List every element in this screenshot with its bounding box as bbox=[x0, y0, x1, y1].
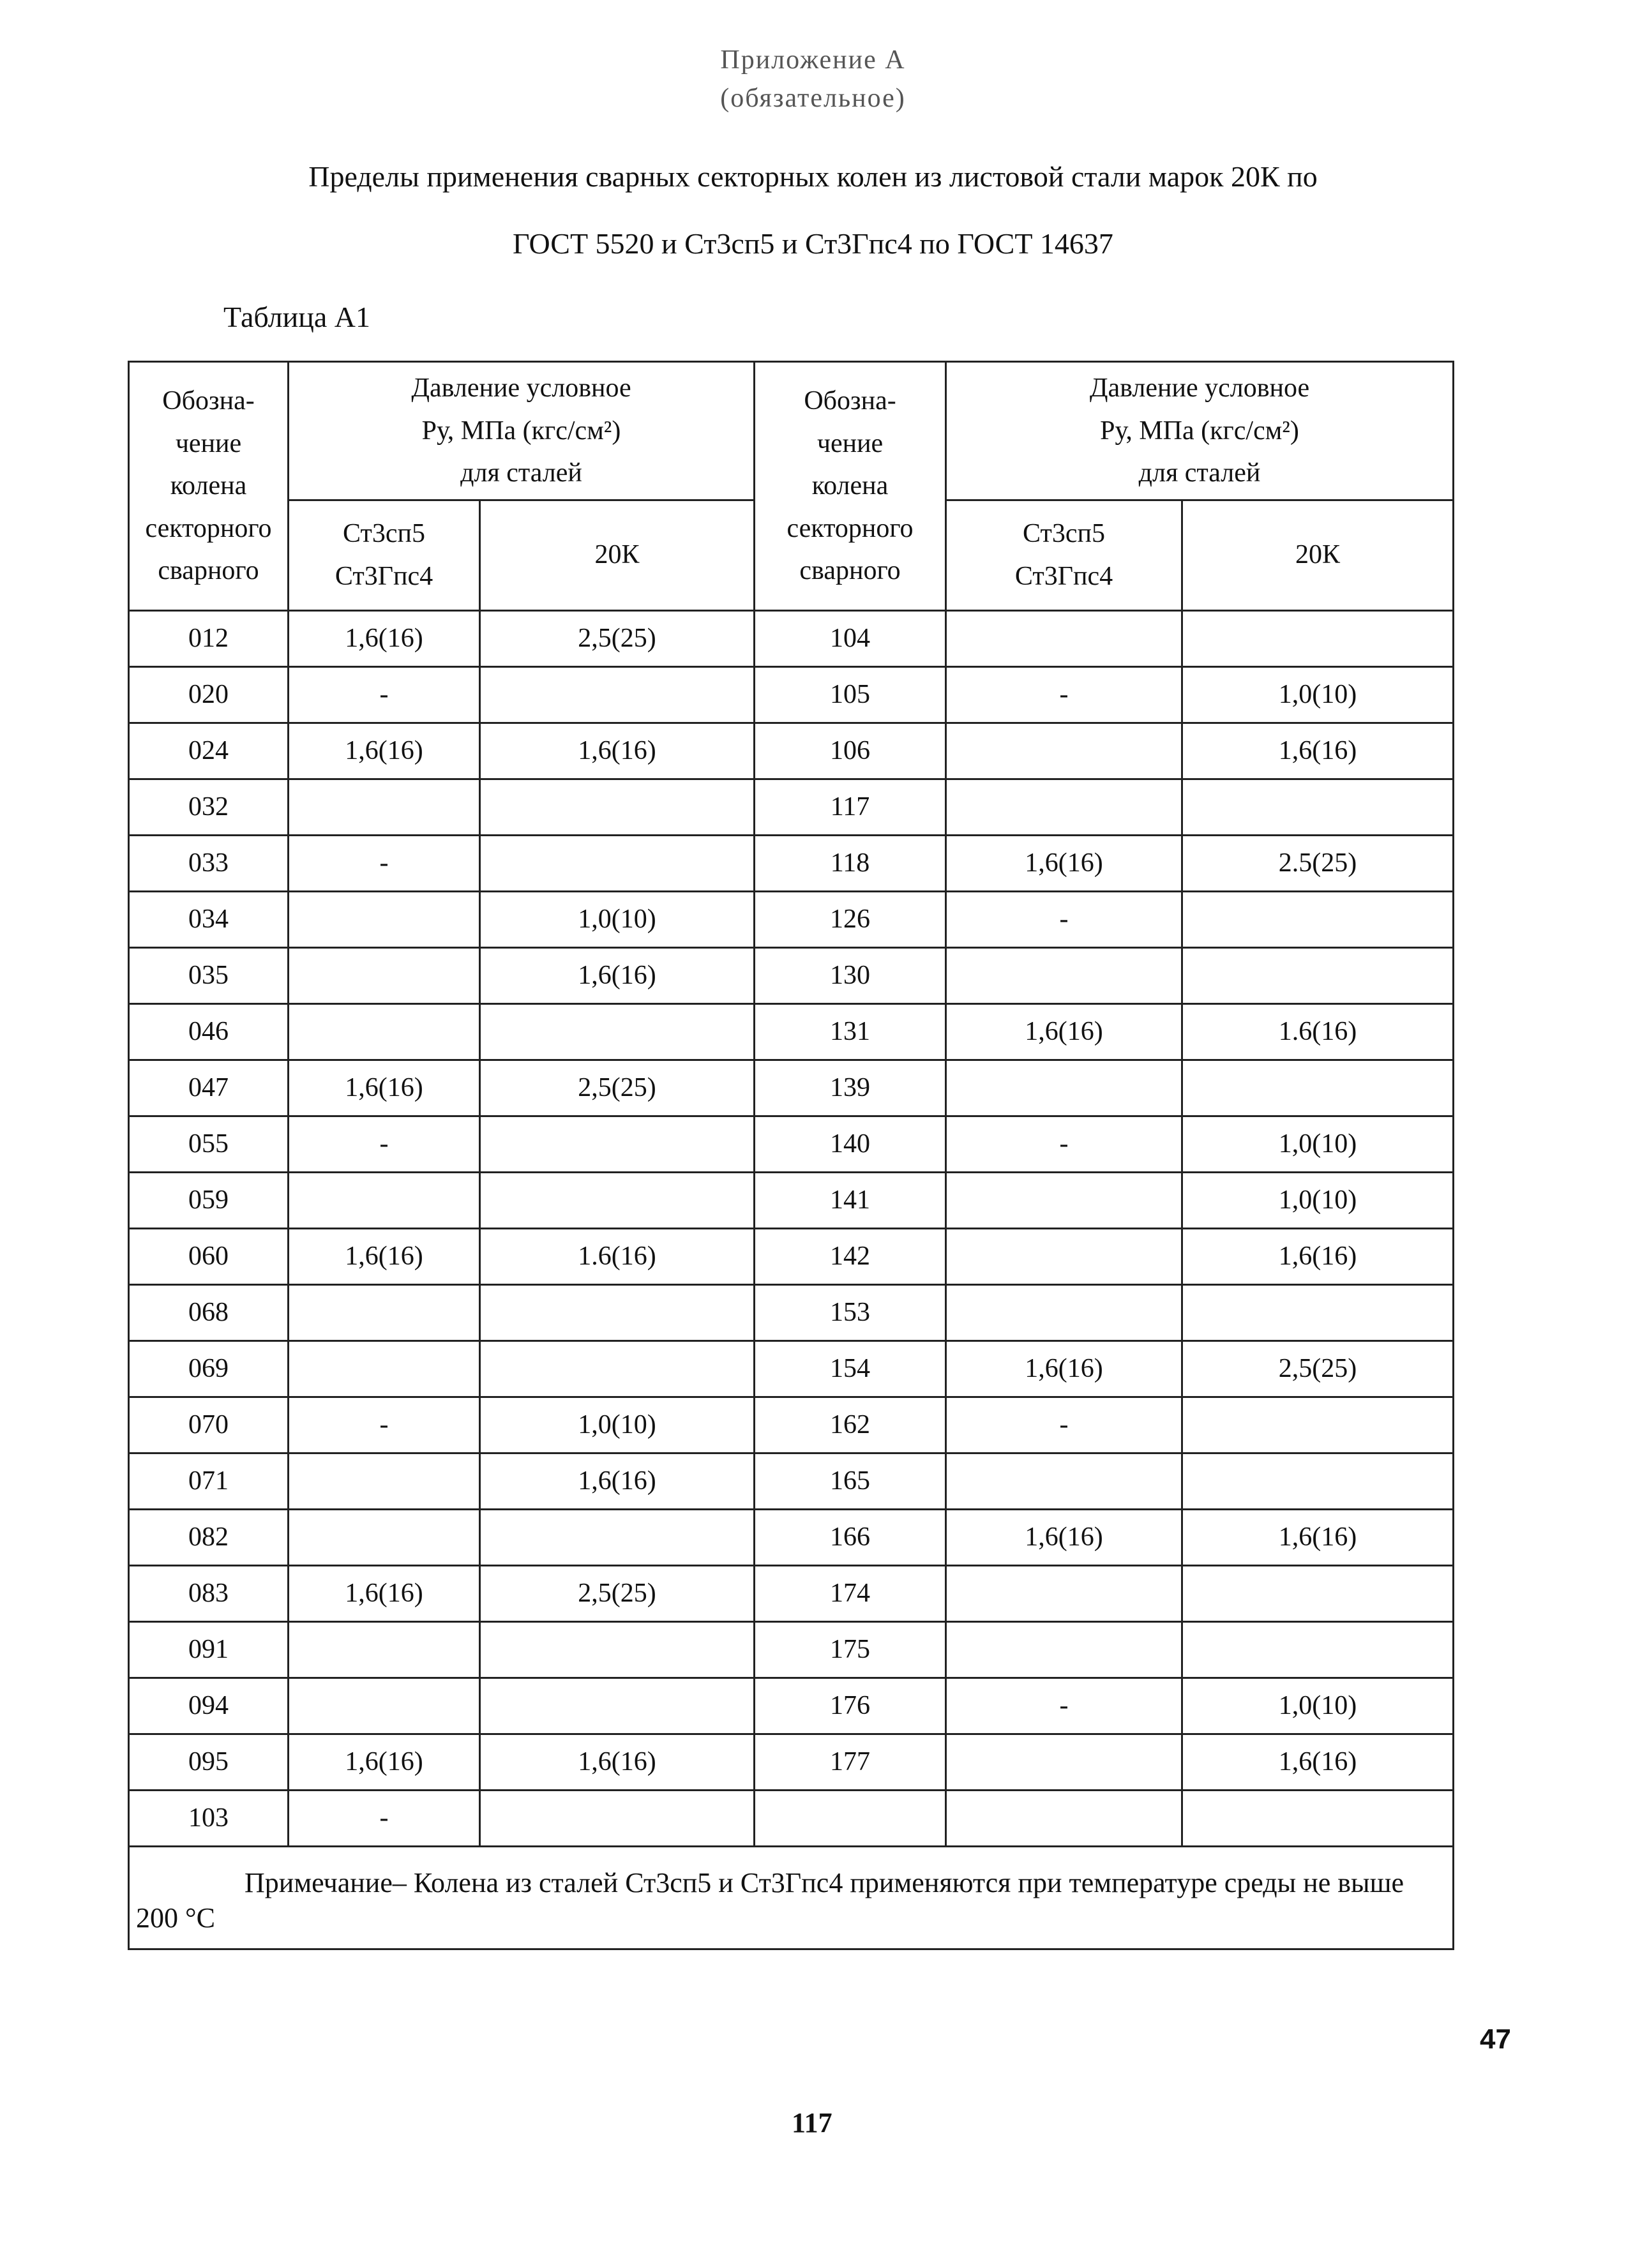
st3-pressure-cell bbox=[289, 1678, 480, 1734]
designation-cell: 142 bbox=[755, 1228, 946, 1284]
table-row bbox=[129, 610, 1454, 666]
designation-cell: 103 bbox=[129, 1790, 289, 1846]
st3-pressure-cell bbox=[289, 1509, 480, 1565]
k20-pressure-cell bbox=[1182, 1621, 1454, 1678]
st3-pressure-cell bbox=[289, 1003, 480, 1060]
k20-pressure-cell: 1.6(16) bbox=[480, 1228, 755, 1284]
st3-pressure-cell: - bbox=[946, 891, 1182, 947]
st3-pressure-cell: - bbox=[946, 1678, 1182, 1734]
designation-cell: 162 bbox=[755, 1397, 946, 1453]
designation-cell: 069 bbox=[129, 1341, 289, 1397]
st3-pressure-cell: 1,6(16) bbox=[289, 1060, 480, 1116]
k20-pressure-cell bbox=[1182, 1060, 1454, 1116]
designation-cell: 091 bbox=[129, 1621, 289, 1678]
table-row bbox=[129, 891, 1454, 947]
k20-pressure-cell bbox=[1182, 891, 1454, 947]
st3-pressure-cell: - bbox=[946, 1116, 1182, 1172]
designation-cell: 034 bbox=[129, 891, 289, 947]
st3-pressure-cell: - bbox=[946, 1397, 1182, 1453]
st3-pressure-cell: 1,6(16) bbox=[946, 1341, 1182, 1397]
designation-cell: 020 bbox=[129, 666, 289, 723]
designation-cell: 024 bbox=[129, 723, 289, 779]
designation-cell: 166 bbox=[755, 1509, 946, 1565]
steel-20k-header-right: 20К bbox=[1182, 500, 1454, 610]
document-title-line1: Пределы применения сварных секторных колен из листовой стали марок 20К по bbox=[308, 160, 1318, 193]
st3-pressure-cell bbox=[289, 779, 480, 835]
st3-pressure-cell bbox=[946, 1565, 1182, 1621]
steel-st3-header-right: Ст3сп5 Ст3Гпс4 bbox=[946, 500, 1182, 610]
k20-pressure-cell bbox=[1182, 947, 1454, 1003]
designation-cell: 083 bbox=[129, 1565, 289, 1621]
k20-pressure-cell: 1,6(16) bbox=[1182, 1734, 1454, 1790]
designation-cell: 055 bbox=[129, 1116, 289, 1172]
steel-20k-header-left: 20К bbox=[480, 500, 755, 610]
k20-pressure-cell bbox=[1182, 610, 1454, 666]
designation-cell: 059 bbox=[129, 1172, 289, 1228]
page-number-outer: 117 bbox=[792, 2107, 832, 2138]
k20-pressure-cell: 1,6(16) bbox=[1182, 723, 1454, 779]
table-label: Таблица А1 bbox=[223, 301, 370, 333]
k20-pressure-cell bbox=[480, 1172, 755, 1228]
designation-cell: 060 bbox=[129, 1228, 289, 1284]
st3-pressure-cell bbox=[289, 1284, 480, 1341]
st3-pressure-cell bbox=[946, 1172, 1182, 1228]
table-row bbox=[129, 1284, 1454, 1341]
table-row bbox=[129, 1228, 1454, 1284]
table-row bbox=[129, 1678, 1454, 1734]
st3-pressure-cell: - bbox=[946, 666, 1182, 723]
table-row bbox=[129, 666, 1454, 723]
pressure-header-left: Давление условное Ру, МПа (кгс/см²) для сталей bbox=[289, 362, 755, 500]
table-header-row bbox=[129, 362, 1454, 500]
k20-pressure-cell: 1,6(16) bbox=[480, 1453, 755, 1509]
k20-pressure-cell bbox=[1182, 1790, 1454, 1846]
st3-pressure-cell: 1,6(16) bbox=[946, 1003, 1182, 1060]
designation-cell: 082 bbox=[129, 1509, 289, 1565]
st3-pressure-cell bbox=[289, 891, 480, 947]
table-row bbox=[129, 1397, 1454, 1453]
designation-cell: 068 bbox=[129, 1284, 289, 1341]
designation-cell: 140 bbox=[755, 1116, 946, 1172]
k20-pressure-cell bbox=[480, 1116, 755, 1172]
st3-pressure-cell bbox=[946, 1228, 1182, 1284]
k20-pressure-cell bbox=[480, 779, 755, 835]
k20-pressure-cell bbox=[1182, 1397, 1454, 1453]
designation-cell: 035 bbox=[129, 947, 289, 1003]
k20-pressure-cell: 2,5(25) bbox=[480, 1565, 755, 1621]
k20-pressure-cell: 1,0(10) bbox=[1182, 666, 1454, 723]
k20-pressure-cell bbox=[480, 1621, 755, 1678]
designation-header-left: Обозна- чение колена секторного сварного bbox=[129, 362, 289, 611]
document-title-line2: ГОСТ 5520 и Ст3сп5 и Ст3Гпс4 по ГОСТ 14637 bbox=[513, 227, 1113, 260]
k20-pressure-cell: 1,6(16) bbox=[480, 1734, 755, 1790]
table-row bbox=[129, 1734, 1454, 1790]
st3-pressure-cell: 1,6(16) bbox=[946, 835, 1182, 891]
designation-cell: 130 bbox=[755, 947, 946, 1003]
designation-header-right: Обозна- чение колена секторного сварного bbox=[755, 362, 946, 611]
k20-pressure-cell: 1,6(16) bbox=[1182, 1509, 1454, 1565]
table-row bbox=[129, 723, 1454, 779]
designation-cell: 033 bbox=[129, 835, 289, 891]
k20-pressure-cell: 1,0(10) bbox=[1182, 1116, 1454, 1172]
st3-pressure-cell: 1,6(16) bbox=[289, 1734, 480, 1790]
k20-pressure-cell: 2,5(25) bbox=[480, 610, 755, 666]
table-row bbox=[129, 835, 1454, 891]
k20-pressure-cell: 1,6(16) bbox=[1182, 1228, 1454, 1284]
st3-pressure-cell bbox=[946, 1734, 1182, 1790]
st3-pressure-cell: - bbox=[289, 1397, 480, 1453]
st3-pressure-cell bbox=[946, 1790, 1182, 1846]
st3-pressure-cell bbox=[289, 1453, 480, 1509]
st3-pressure-cell: - bbox=[289, 666, 480, 723]
k20-pressure-cell bbox=[480, 1284, 755, 1341]
st3-pressure-cell bbox=[946, 947, 1182, 1003]
note-row bbox=[129, 1846, 1454, 1949]
designation-cell: 126 bbox=[755, 891, 946, 947]
designation-cell: 174 bbox=[755, 1565, 946, 1621]
table-row bbox=[129, 1060, 1454, 1116]
st3-pressure-cell: 1,6(16) bbox=[289, 1228, 480, 1284]
k20-pressure-cell bbox=[480, 1678, 755, 1734]
designation-cell: 139 bbox=[755, 1060, 946, 1116]
designation-cell: 118 bbox=[755, 835, 946, 891]
k20-pressure-cell bbox=[480, 666, 755, 723]
k20-pressure-cell bbox=[1182, 1453, 1454, 1509]
table-note bbox=[129, 1846, 1454, 1949]
k20-pressure-cell: 1,0(10) bbox=[1182, 1678, 1454, 1734]
designation-cell: 094 bbox=[129, 1678, 289, 1734]
designation-cell: 106 bbox=[755, 723, 946, 779]
designation-cell: 154 bbox=[755, 1341, 946, 1397]
appendix-heading: Приложение А bbox=[720, 45, 906, 75]
table-row bbox=[129, 1003, 1454, 1060]
steel-st3-header-left: Ст3сп5 Ст3Гпс4 bbox=[289, 500, 480, 610]
table-row bbox=[129, 1790, 1454, 1846]
st3-pressure-cell bbox=[946, 610, 1182, 666]
table-row bbox=[129, 1172, 1454, 1228]
designation-cell: 177 bbox=[755, 1734, 946, 1790]
st3-pressure-cell: 1,6(16) bbox=[289, 723, 480, 779]
st3-pressure-cell: - bbox=[289, 835, 480, 891]
k20-pressure-cell bbox=[480, 1509, 755, 1565]
designation-cell: 176 bbox=[755, 1678, 946, 1734]
appendix-kind: (обязательное) bbox=[720, 84, 906, 113]
k20-pressure-cell bbox=[1182, 1284, 1454, 1341]
st3-pressure-cell: - bbox=[289, 1790, 480, 1846]
table-row bbox=[129, 1621, 1454, 1678]
st3-pressure-cell bbox=[946, 1453, 1182, 1509]
designation-cell: 153 bbox=[755, 1284, 946, 1341]
designation-cell: 141 bbox=[755, 1172, 946, 1228]
table-row bbox=[129, 1341, 1454, 1397]
designation-cell: 047 bbox=[129, 1060, 289, 1116]
designation-cell: 070 bbox=[129, 1397, 289, 1453]
st3-pressure-cell bbox=[289, 1341, 480, 1397]
designation-cell: 104 bbox=[755, 610, 946, 666]
k20-pressure-cell bbox=[1182, 779, 1454, 835]
k20-pressure-cell bbox=[480, 1003, 755, 1060]
table-note-text: Примечание– Колена из сталей Ст3сп5 и Ст3Гпс4 применяются при температуре среды не выше 200 °С bbox=[136, 1866, 1404, 1934]
k20-pressure-cell bbox=[1182, 1565, 1454, 1621]
k20-pressure-cell: 1,0(10) bbox=[1182, 1172, 1454, 1228]
k20-pressure-cell: 2.5(25) bbox=[1182, 835, 1454, 891]
designation-cell: 012 bbox=[129, 610, 289, 666]
k20-pressure-cell: 1,0(10) bbox=[480, 1397, 755, 1453]
st3-pressure-cell: 1,6(16) bbox=[946, 1509, 1182, 1565]
table-row bbox=[129, 1565, 1454, 1621]
limits-table bbox=[128, 361, 1454, 1950]
st3-pressure-cell bbox=[289, 1621, 480, 1678]
st3-pressure-cell bbox=[946, 1621, 1182, 1678]
k20-pressure-cell bbox=[480, 1341, 755, 1397]
st3-pressure-cell bbox=[946, 723, 1182, 779]
table-row bbox=[129, 947, 1454, 1003]
k20-pressure-cell: 1,6(16) bbox=[480, 723, 755, 779]
designation-cell bbox=[755, 1790, 946, 1846]
designation-cell: 032 bbox=[129, 779, 289, 835]
st3-pressure-cell bbox=[289, 1172, 480, 1228]
st3-pressure-cell bbox=[946, 1284, 1182, 1341]
st3-pressure-cell: 1,6(16) bbox=[289, 1565, 480, 1621]
k20-pressure-cell bbox=[480, 835, 755, 891]
st3-pressure-cell bbox=[946, 779, 1182, 835]
page-number-inner: 47 bbox=[1480, 2024, 1511, 2055]
st3-pressure-cell bbox=[289, 947, 480, 1003]
designation-cell: 175 bbox=[755, 1621, 946, 1678]
table-row bbox=[129, 1116, 1454, 1172]
k20-pressure-cell: 1,6(16) bbox=[480, 947, 755, 1003]
designation-cell: 131 bbox=[755, 1003, 946, 1060]
k20-pressure-cell: 1,0(10) bbox=[480, 891, 755, 947]
pressure-header-right: Давление условное Ру, МПа (кгс/см²) для сталей bbox=[946, 362, 1454, 500]
k20-pressure-cell bbox=[480, 1790, 755, 1846]
k20-pressure-cell: 2,5(25) bbox=[480, 1060, 755, 1116]
k20-pressure-cell: 2,5(25) bbox=[1182, 1341, 1454, 1397]
designation-cell: 046 bbox=[129, 1003, 289, 1060]
k20-pressure-cell: 1.6(16) bbox=[1182, 1003, 1454, 1060]
st3-pressure-cell: - bbox=[289, 1116, 480, 1172]
st3-pressure-cell: 1,6(16) bbox=[289, 610, 480, 666]
table-row bbox=[129, 1509, 1454, 1565]
designation-cell: 095 bbox=[129, 1734, 289, 1790]
designation-cell: 071 bbox=[129, 1453, 289, 1509]
table-row bbox=[129, 1453, 1454, 1509]
st3-pressure-cell bbox=[946, 1060, 1182, 1116]
designation-cell: 105 bbox=[755, 666, 946, 723]
designation-cell: 117 bbox=[755, 779, 946, 835]
designation-cell: 165 bbox=[755, 1453, 946, 1509]
table-row bbox=[129, 779, 1454, 835]
